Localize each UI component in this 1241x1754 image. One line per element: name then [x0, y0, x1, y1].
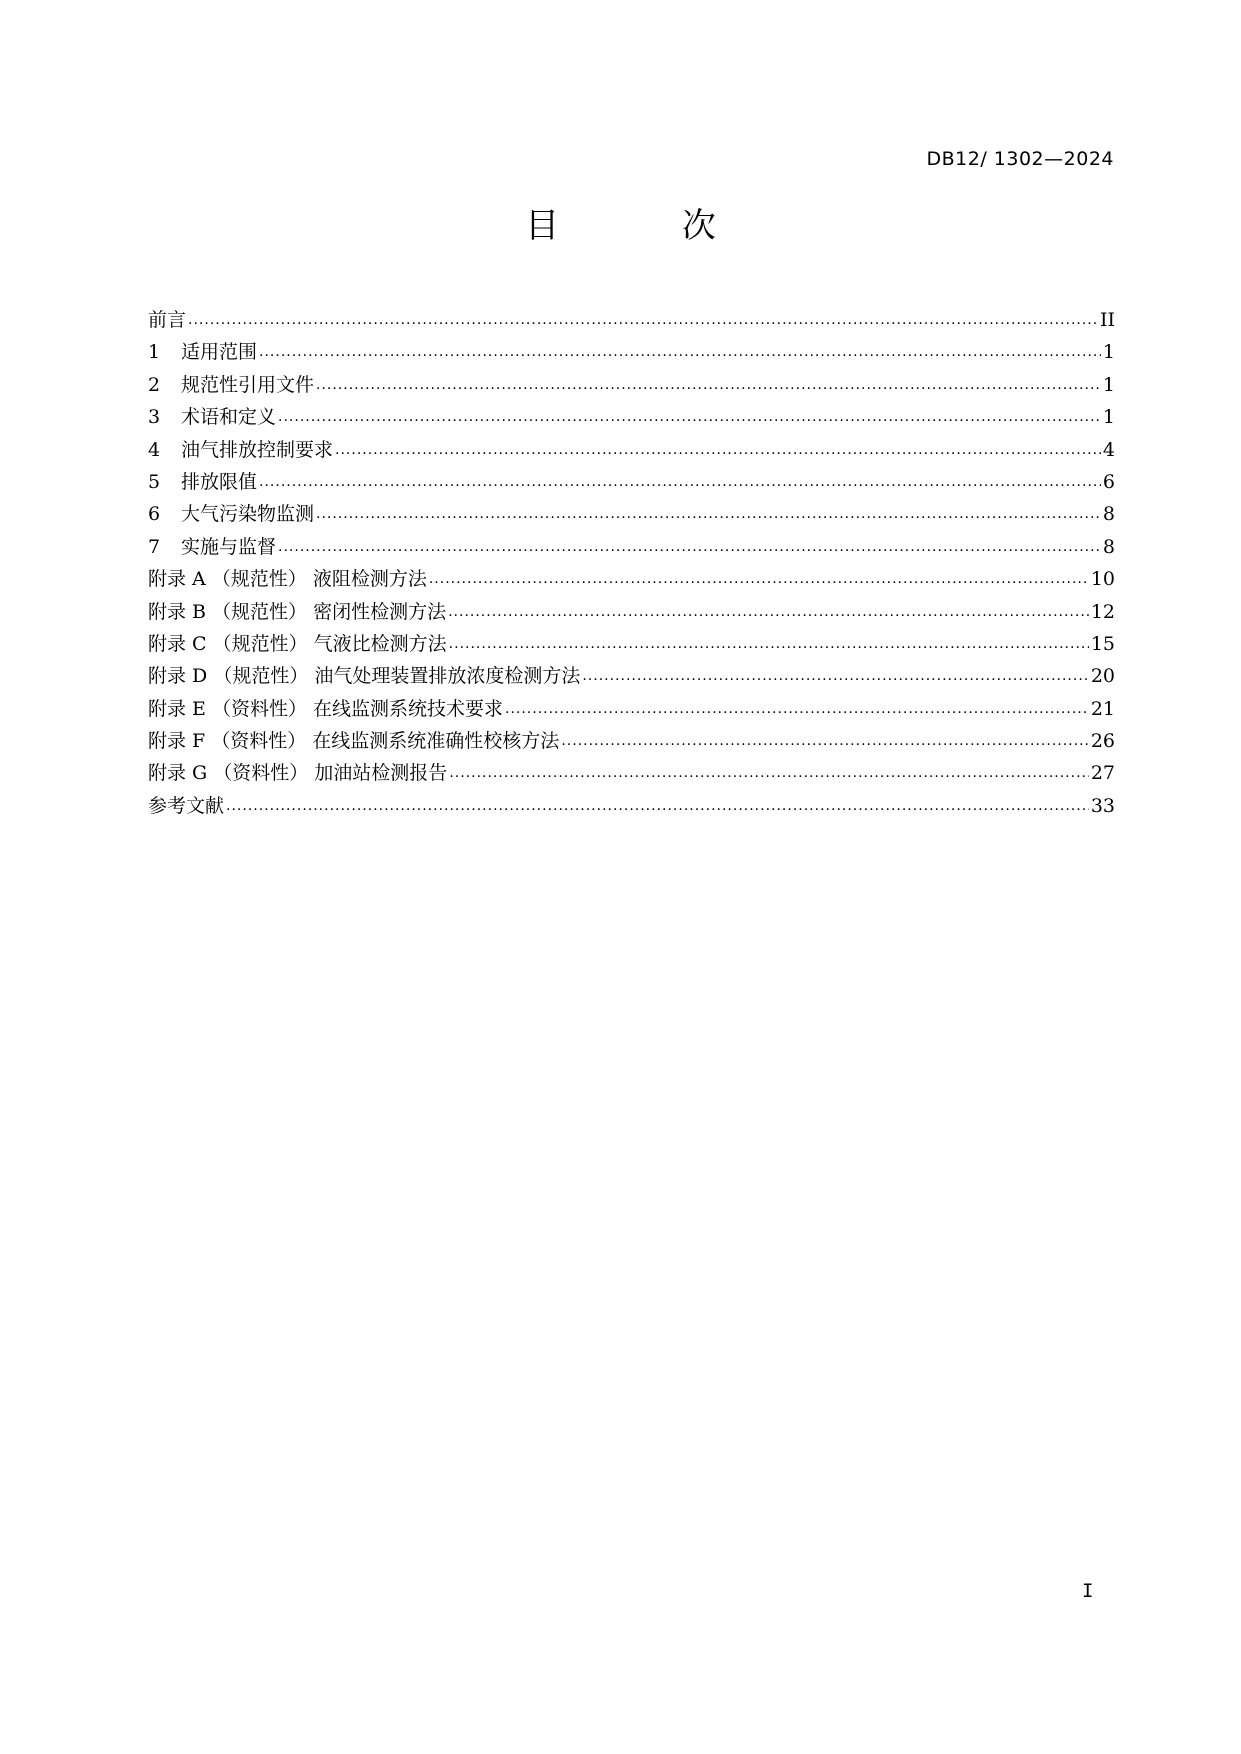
toc-entry-4[interactable]	[148, 434, 1115, 466]
toc-leader-dots	[561, 725, 1089, 757]
toc-entry-page: 8	[1102, 503, 1115, 526]
toc-entry-appendix-b[interactable]	[148, 596, 1115, 628]
toc-leader-dots	[226, 790, 1089, 822]
toc-entry-page: 12	[1090, 600, 1115, 623]
toc-entry-title: 实施与监督	[181, 535, 277, 558]
toc-entry-1[interactable]	[148, 336, 1115, 368]
toc-entry-number: 4	[148, 438, 161, 461]
toc-leader-dots	[278, 531, 1101, 563]
document-code: DB12/ 1302—2024	[926, 148, 1114, 170]
toc-entry-5[interactable]	[148, 466, 1115, 498]
toc-entry-page: 10	[1090, 568, 1115, 591]
toc-entry-appendix-g[interactable]	[148, 757, 1115, 789]
toc-entry-2[interactable]	[148, 369, 1115, 401]
toc-entry-page: 33	[1090, 794, 1115, 817]
toc-entry-title: 规范性引用文件	[181, 373, 315, 396]
toc-entry-title: 参考文献	[148, 794, 225, 817]
toc-entry-title: 术语和定义	[181, 406, 277, 429]
toc-entry-page: 21	[1090, 697, 1115, 720]
toc-entry-page: 26	[1090, 730, 1115, 753]
toc-leader-dots	[278, 401, 1101, 433]
toc-entry-page: 1	[1102, 341, 1115, 364]
toc-entry-title: 附录 D （规范性） 油气处理装置排放浓度检测方法	[148, 665, 581, 688]
toc-leader-dots	[335, 434, 1101, 466]
table-of-contents	[148, 304, 1115, 822]
toc-leader-dots	[429, 563, 1089, 595]
toc-entry-page: 4	[1102, 438, 1115, 461]
toc-entry-title: 附录 G （资料性） 加油站检测报告	[148, 762, 448, 785]
toc-entry-page: 8	[1102, 535, 1115, 558]
toc-entry-title: 油气排放控制要求	[181, 438, 334, 461]
toc-entry-appendix-d[interactable]	[148, 660, 1115, 692]
toc-entry-number: 3	[148, 406, 161, 429]
toc-leader-dots	[259, 466, 1101, 498]
toc-entry-page: 27	[1090, 762, 1115, 785]
toc-entry-6[interactable]	[148, 498, 1115, 530]
toc-entry-page: 1	[1102, 406, 1115, 429]
toc-entry-title: 大气污染物监测	[181, 503, 315, 526]
toc-entry-number: 6	[148, 503, 161, 526]
toc-entry-3[interactable]	[148, 401, 1115, 433]
toc-entry-appendix-e[interactable]	[148, 693, 1115, 725]
toc-leader-dots	[449, 757, 1089, 789]
toc-entry-title: 排放限值	[181, 470, 258, 493]
toc-entry-title: 附录 B （规范性） 密闭性检测方法	[148, 600, 447, 623]
toc-leader-dots	[448, 596, 1089, 628]
toc-entry-title: 附录 F （资料性） 在线监测系统准确性校核方法	[148, 730, 560, 753]
toc-entry-page: 6	[1102, 470, 1115, 493]
toc-entry-number: 2	[148, 373, 161, 396]
toc-leader-dots	[582, 660, 1088, 692]
toc-entry-appendix-a[interactable]	[148, 563, 1115, 595]
toc-entry-number: 5	[148, 470, 161, 493]
page-number: I	[1082, 1580, 1094, 1602]
toc-entry-references[interactable]	[148, 790, 1115, 822]
toc-entry-title: 前言	[148, 309, 187, 331]
toc-leader-dots	[316, 498, 1101, 530]
toc-entry-title: 附录 E （资料性） 在线监测系统技术要求	[148, 697, 503, 720]
toc-entry-title: 适用范围	[181, 341, 258, 364]
toc-entry-page: 1	[1102, 373, 1115, 396]
toc-entry-page: 20	[1090, 665, 1115, 688]
toc-entry-appendix-f[interactable]	[148, 725, 1115, 757]
toc-leader-dots	[505, 693, 1089, 725]
toc-entry-foreword[interactable]	[148, 304, 1115, 336]
toc-entry-7[interactable]	[148, 531, 1115, 563]
toc-leader-dots	[188, 304, 1098, 336]
toc-entry-title: 附录 C （规范性） 气液比检测方法	[148, 632, 447, 655]
toc-leader-dots	[259, 336, 1101, 368]
toc-leader-dots	[449, 628, 1089, 660]
toc-leader-dots	[316, 369, 1101, 401]
page-title: 目 次	[525, 206, 772, 246]
toc-entry-page: 15	[1090, 632, 1115, 655]
toc-entry-number: 7	[148, 535, 161, 558]
toc-entry-page: II	[1099, 309, 1115, 331]
toc-entry-appendix-c[interactable]	[148, 628, 1115, 660]
toc-entry-number: 1	[148, 341, 161, 364]
toc-entry-title: 附录 A （规范性） 液阻检测方法	[148, 568, 427, 591]
